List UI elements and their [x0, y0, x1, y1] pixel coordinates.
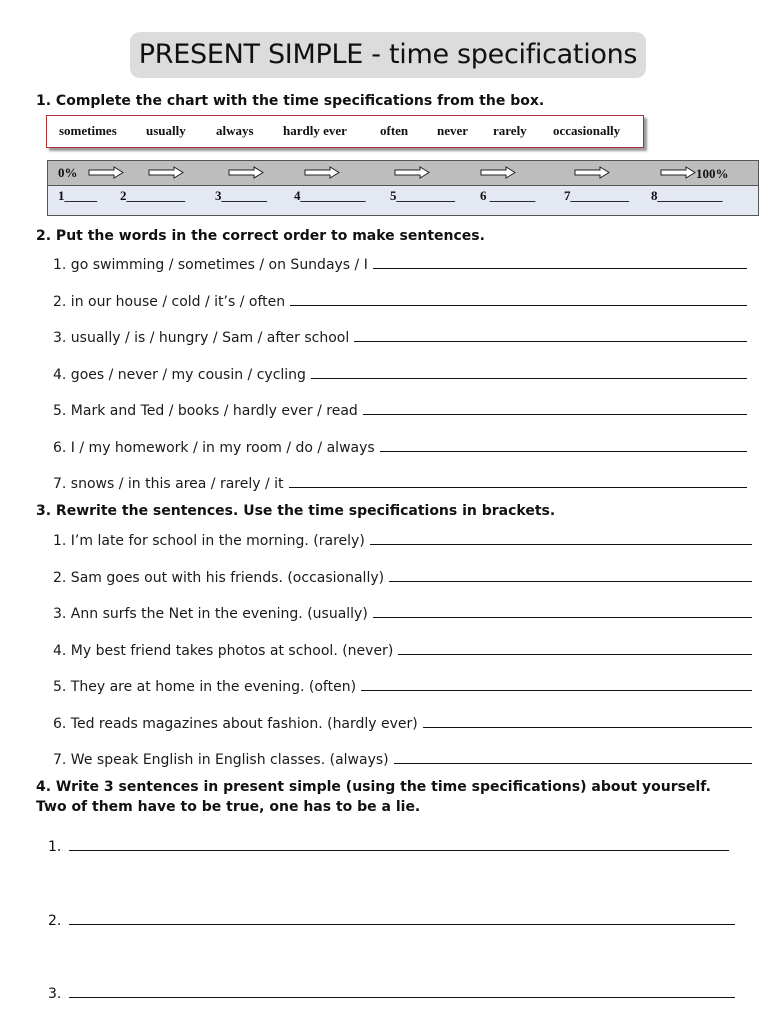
- exercise-2-item-text: 7. snows / in this area / rarely / it: [53, 476, 284, 492]
- exercise-2-answer-line[interactable]: [363, 402, 747, 415]
- exercise-2-item-text: 2. in our house / cold / it’s / often: [53, 293, 286, 310]
- exercise-4-heading: 4. Write 3 sentences in present simple (using the time specifications) about yourself.: [36, 779, 711, 795]
- exercise-2-answer-line[interactable]: [380, 439, 747, 452]
- exercise-3-item-text: 2. Sam goes out with his friends. (occasionally): [53, 569, 385, 586]
- exercise-3-answer-line[interactable]: [389, 569, 752, 582]
- exercise-3-answer-line[interactable]: [394, 751, 752, 764]
- exercise-2-item: [53, 329, 747, 346]
- scale-slot[interactable]: 3_______: [215, 188, 267, 203]
- exercise-3-item-text: 4. My best friend takes photos at school. (never): [53, 642, 394, 659]
- exercise-3-item-text: 3. Ann surfs the Net in the evening. (usually): [53, 606, 368, 622]
- exercise-2-answer-line[interactable]: [354, 329, 747, 342]
- exercise-4-answer-line[interactable]: [69, 912, 735, 925]
- exercise-2-item: [53, 256, 747, 273]
- exercise-2-answer-line[interactable]: [373, 256, 747, 269]
- exercise-3-item: [53, 642, 752, 659]
- exercise-4-item: [48, 985, 735, 1002]
- exercise-4-answer-line[interactable]: [69, 838, 729, 851]
- exercise-3-answer-line[interactable]: [398, 642, 752, 655]
- exercise-2-item-text: 4. goes / never / my cousin / cycling: [53, 366, 306, 383]
- scale-slot[interactable]: 8__________: [651, 188, 723, 203]
- page-title: PRESENT SIMPLE - time specifications: [130, 32, 646, 78]
- box-word: usually: [146, 123, 186, 138]
- exercise-3-item: [53, 532, 752, 549]
- exercise-2-answer-line[interactable]: [290, 293, 747, 306]
- exercise-3-item-text: 1. I’m late for school in the morning. (rarely): [53, 533, 365, 549]
- right-arrow-icon: [394, 166, 430, 179]
- exercise-2-item: [53, 402, 747, 419]
- exercise-4-item: [48, 838, 729, 855]
- exercise-3-answer-line[interactable]: [373, 605, 752, 618]
- exercise-3-item: [53, 751, 752, 768]
- exercise-4-number: 2.: [48, 913, 62, 929]
- right-arrow-icon: [228, 166, 264, 179]
- right-arrow-icon: [574, 166, 610, 179]
- scale-slot[interactable]: 7_________: [564, 188, 629, 203]
- box-word: sometimes: [59, 123, 117, 138]
- scale-slot[interactable]: 1_____: [58, 188, 97, 203]
- exercise-2-item-text: 3. usually / is / hungry / Sam / after school: [53, 330, 350, 346]
- exercise-2-item: [53, 439, 747, 456]
- exercise-3-item: [53, 605, 752, 622]
- scale-arrow-row: [48, 161, 758, 186]
- exercise-2-answer-line[interactable]: [311, 366, 747, 379]
- exercise-2-item-text: 6. I / my homework / in my room / do / always: [53, 439, 375, 456]
- exercise-3-item-text: 7. We speak English in English classes. (always): [53, 752, 389, 768]
- box-word: occasionally: [553, 123, 621, 138]
- exercise-3-answer-line[interactable]: [423, 715, 752, 728]
- box-word: rarely: [493, 123, 527, 138]
- exercise-4-number: 1.: [48, 839, 62, 855]
- box-word: often: [380, 123, 409, 138]
- scale-end-label: 100%: [696, 166, 729, 181]
- exercise-4-number: 3.: [48, 986, 62, 1002]
- right-arrow-icon: [148, 166, 184, 179]
- exercise-3-item: [53, 715, 752, 732]
- right-arrow-icon: [304, 166, 340, 179]
- frequency-scale: [47, 160, 759, 216]
- exercise-3-answer-line[interactable]: [370, 532, 752, 545]
- exercise-4-item: [48, 912, 735, 929]
- exercise-2-answer-line[interactable]: [289, 475, 747, 488]
- exercise-2-item: [53, 293, 747, 310]
- right-arrow-icon: [660, 166, 696, 179]
- exercise-4-subheading: Two of them have to be true, one has to be a lie.: [36, 799, 421, 815]
- scale-slot[interactable]: 6 _______: [480, 188, 536, 203]
- exercise-2-item: [53, 475, 747, 492]
- right-arrow-icon: [480, 166, 516, 179]
- exercise-3-item-text: 5. They are at home in the evening. (often): [53, 679, 357, 695]
- word-box: [46, 115, 644, 148]
- exercise-3-heading: 3. Rewrite the sentences. Use the time specifications in brackets.: [36, 503, 556, 519]
- exercise-4-answer-line[interactable]: [69, 985, 735, 998]
- right-arrow-icon: [88, 166, 124, 179]
- scale-slot[interactable]: 5_________: [390, 188, 455, 203]
- exercise-2-item-text: 5. Mark and Ted / books / hardly ever / read: [53, 403, 358, 419]
- scale-slot[interactable]: 4__________: [294, 188, 366, 203]
- scale-start-label: 0%: [58, 165, 78, 180]
- box-word: never: [437, 123, 469, 138]
- exercise-3-answer-line[interactable]: [361, 678, 752, 691]
- box-word: hardly ever: [283, 123, 347, 138]
- exercise-1-heading: 1. Complete the chart with the time specifications from the box.: [36, 93, 545, 109]
- exercise-3-item: [53, 678, 752, 695]
- exercise-3-item-text: 6. Ted reads magazines about fashion. (hardly ever): [53, 715, 418, 732]
- exercise-2-item-text: 1. go swimming / sometimes / on Sundays / I: [53, 257, 368, 273]
- box-word: always: [216, 123, 254, 138]
- exercise-2-item: [53, 366, 747, 383]
- exercise-3-item: [53, 569, 752, 586]
- scale-slot[interactable]: 2_________: [120, 188, 185, 203]
- exercise-2-heading: 2. Put the words in the correct order to make sentences.: [36, 228, 485, 244]
